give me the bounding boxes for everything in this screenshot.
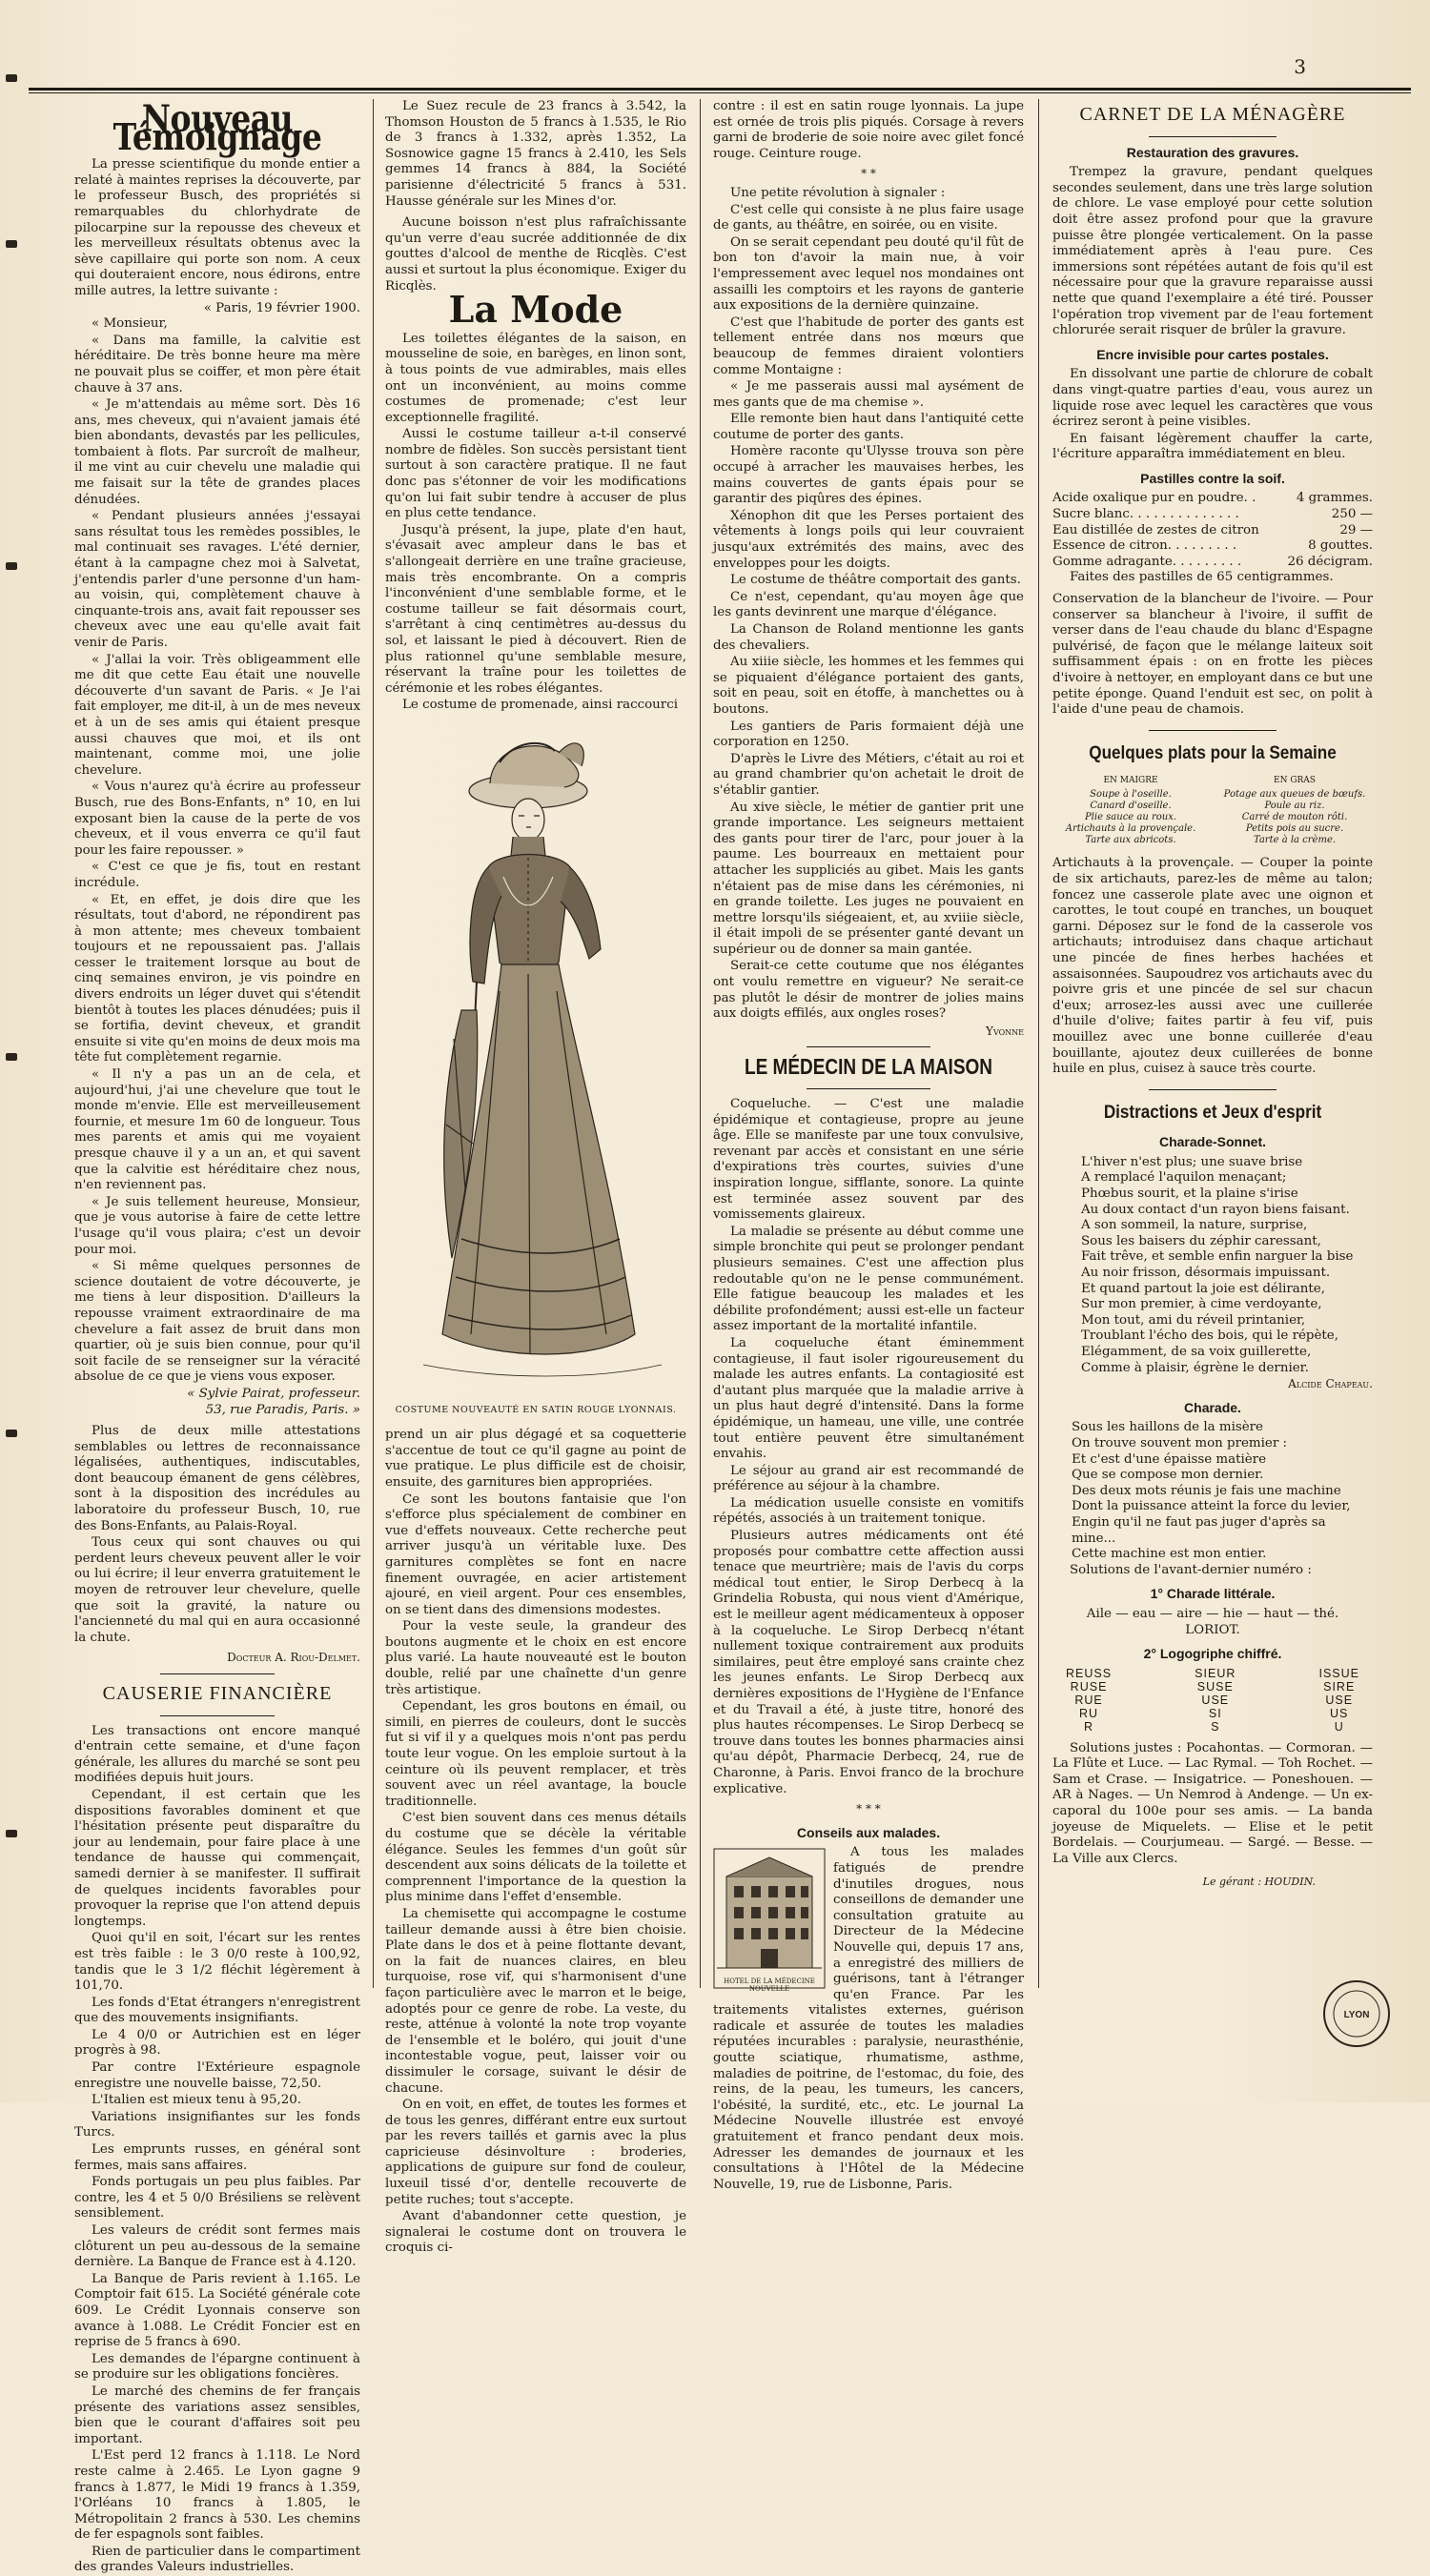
paragraph: Jusqu'à présent, la jupe, plate d'en haut, s'évasait avec ampleur dans le bas et s'allongeait derrière en une traîne gracieuse, mais très encombrante. On a compris l'inconvénient d'une semblable forme, et le costume tailleur se fait désormais court, s'arrêtant à cinq centimètres au-dessus du sol, et laissant le pied à découvert. Rien de plus rationnel qu'une semblable mesure, réservant la traîne pour les toilettes de cérémonie et les robes élégantes. [385,522,686,696]
punch-hole-mark [6,1830,17,1837]
section-subtitle: Pastilles contre la soif. [1140,470,1285,486]
sonnet: L'hiver n'est plus; une suave brise A remplacé l'aquilon menaçant; Phœbus sourit, et la plaine s'irise Au doux contact d'un rayon biens faisant. A son sommeil, la nature, surprise, Sous les baisers du zéphir caressant, Fait trêve, et semble enfin narguer la bise Au noir frisson, désormais impuissant. Et quand partout la joie est délirante, Sur mon premier, à cime verdoyante, Mon tout, ami du réveil printanier, Troublant l'écho des bois, qui le répète, Elégamment, de sa voix guillerette, Comme à plaisir, égrène le dernier. [1081,1154,1354,1375]
paragraph: Les gantiers de Paris formaient déjà une corporation en 1250. [713,719,1024,750]
paragraph: Le costume de promenade, ainsi raccourci [402,698,678,713]
paragraph: Au xiiie siècle, les hommes et les femmes qui se piquaient d'élégance portaient des gants, soit en peau, soit en étoffe, à manchettes ou à boutons. [713,655,1024,717]
figure-caption: COSTUME NOUVEAUTÉ EN SATIN ROUGE LYONNAIS. [395,1404,677,1415]
column-divider [700,99,701,1988]
paragraph: Cependant, les gros boutons en émail, ou simili, en pierres de couleurs, dont le succès fut si vif il y a quelques mois n'ont pas perdu toute leur vogue. On les emploie surtout à la ceinture où ils peuvent remplacer, et très souvent avec un réel avantage, la boucle traditionnelle. [385,1699,686,1809]
author-signature: Yvonne [986,1024,1024,1038]
solution-answer: LORIOT. [1185,1622,1240,1637]
paragraph: A tous les malades fatigués de prendre d'inutiles drogues, nous conseillons de demander une consultation gratuite au Directeur de la Médecine Nouvelle qui, depuis 17 ans, a enregistré des milliers de guérisons, tant à l'étranger qu'en France. Par les traitements vitalistes externes, guérison radicale et assurée de toutes les maladies réputées incurables : paralysie, neurasthénie, goutte sciatique, rhumatisme, asthme, maladies de poitrine, de l'estomac, du foie, des reins, de la peau, les tumeurs, les cancers, l'obésité, la surdité, etc., etc. Le journal La Médecine Nouvelle illustrée est envoyé gratuitement et franco pendant deux mois. Adresser les demandes de journaux et les consultations à l'Hôtel de la Médecine Nouvelle, 19, rue de Lisbonne, Paris. [713,1845,1024,2192]
paragraph: « Dans ma famille, la calvitie est héréditaire. De très bonne heure ma mère ne pouvait plus se coiffer, et mon père était chauve à 37 ans. [74,333,360,396]
menu-table [1052,775,1373,846]
letter-signature: « Sylvie Pairat, professeur. [187,1386,360,1401]
paragraph: Les transactions ont encore manqué d'entrain cette semaine, et d'une façon générale, les allures du marché se sont peu modifiées depuis huit jours. [74,1723,360,1786]
punch-hole-mark [6,1053,17,1061]
paragraph: Elle remonte bien haut dans l'antiquité cette coutume de porter des gants. [713,412,1024,442]
gerant-signature: Le gérant : HOUDIN. [1202,1876,1316,1889]
paragraph: Quoi qu'il en soit, l'écart sur les rentes est très faible : le 3 0/0 reste à 100,92, tandis que le 3 1/2 fléchit légèrement à 101,70. [74,1931,360,1994]
library-stamp [1321,1978,1392,2049]
salutation: « Monsieur, [92,316,168,332]
paragraph: Trempez la gravure, pendant quelques secondes seulement, dans une très large solution de chlore. Le vase employé pour cette solution doit être assez profond pour que la gravure puisse être plongée verticalement. On la passe immédiatement après à l'eau pure. Ces immersions sont répétées autant de fois qu'il est nécessaire pour que la gravure reparaisse aussi nette que quand l'exemplaire a été tiré. Pousser l'opération trop vivement par de l'eau fortement chlorurée serait risquer de brûler la gravure. [1052,165,1373,338]
menu-maigre: EN MAIGRE Soupe à l'oseille. Canard d'oseille. Plie sauce au roux. Artichauts à la provençale. Tarte aux abricots. [1065,776,1196,846]
paragraph: Faites des pastilles de 65 centigrammes. [1070,570,1334,585]
section-rule [160,1715,275,1716]
paragraph: La presse scientifique du monde entier a relaté à maintes reprises la découverte, par le professeur Busch, des propriétés si remarquables du chlorhydrate de pilocarpine sur la repousse des cheveux et les merveilleux résultats obtenus avec la sève capillaire qui porte son nom. A ceux qui douteraient encore, nous édirons, entre mille autres, la lettre suivante : [74,157,360,298]
article-title: Nouveau Témoignage [112,96,322,158]
paragraph: Le costume de théâtre comportait des gants. [730,573,1021,588]
paragraph: « J'allai la voir. Très obligeamment elle me dit que cette Eau était une nouvelle découverte d'un savant de Paris. « Je l'ai fait employer, me dit-il, à un de mes neveux et à un de ses amis qui étaient presque aussi chauves que moi, et ils ont maintenant, comme moi, une jolie chevelure. [74,652,360,778]
paragraph: « Je me passerais aussi mal aysément de mes gants que de ma chemise ». [713,379,1024,410]
author-signature: Docteur A. Riou-Delmet. [227,1651,360,1665]
paragraph: Le séjour au grand air est recommandé de préférence au séjour à la chambre. [713,1463,1024,1494]
paragraph: Fonds portugais un peu plus faibles. Par contre, les 4 et 5 0/0 Brésiliens se relèvent sensiblement. [74,2175,360,2221]
section-rule [1149,1089,1277,1090]
paragraph: « Je suis tellement heureuse, Monsieur, que je vous autorise à faire de cette lettre l'usage qu'il vous plaira; c'est un devoir pour moi. [74,1194,360,1257]
paragraph: Tous ceux qui sont chauves ou qui perdent leurs cheveux peuvent aller le voir ou lui écrire; il leur enverra gratuitement le moyen de retrouver leur chevelure, quelle que soit la gravité, la nature ou l'ancienneté du mal qui en aura occasionné la chute. [74,1535,360,1645]
punch-hole-mark [6,1430,17,1437]
paragraph: prend un air plus dégagé et sa coquetterie s'accentue de tout ce qu'il gagne au point de vue pratique. Le plus difficile est de choisir, ensuite, des garnitures bien appropriées. [385,1428,686,1490]
section-title: Distractions et Jeux d'esprit [1103,1102,1322,1123]
paragraph: La Chanson de Roland mentionne les gants des chevaliers. [713,622,1024,653]
separator-stars: * * * [856,1802,881,1816]
paragraph: Avant d'abandonner cette question, je signalerai le costume dont on trouvera le croquis ci- [385,2209,686,2256]
recipe-line: Acide oxalique pur en poudre. . 4 grammes. [1052,491,1373,506]
paragraph: Par contre l'Extérieure espagnole enregistre une nouvelle baisse, 72,50. [74,2060,360,2091]
recipe-line: Gomme adragante. . . . . . . . . 26 décigram. [1052,554,1373,569]
column-divider [1038,99,1039,1988]
paragraph: Xénophon dit que les Perses portaient des vêtements à longs poils qui leur couvraient jusqu'aux extrémités des mains, avec des enveloppes pour les doigts. [713,508,1024,571]
paragraph: L'Italien est mieux tenu à 95,20. [92,2093,302,2108]
hotel-caption: HOTEL DE LA MÉDECINE NOUVELLE [724,1977,815,1993]
punch-hole-mark [6,562,17,570]
hotel-illustration [713,1848,826,1993]
column-3 [713,99,1024,2192]
paragraph: Solutions justes : Pocahontas. — Cormoran. — La Flûte et Luce. — Lac Rymal. — Toh Rochet. — Sam et Crase. — Insigatrice. — Poneshouen. — AR à Nages. — Un Nemrod à Andenge. — Un ex-caporal du 100e pour ses amis. — La banda joyeuse de Miquelets. — Elise et le petit Bordelais. — Courjumeau. — Sargé. — Besse. — La Ville aux Clercs. [1052,1740,1373,1866]
section-title: CAUSERIE FINANCIÈRE [102,1683,333,1704]
paragraph: On en voit, en effet, de toutes les formes et de tous les genres, différant entre eux surtout par les revers taillés et garnis avec la plus capricieuse désinvolture : broderies, applications de guipure sur fond de couleur, luxeuil tissé d'or, dentelle recouverte de petite ruches; tout s'accepte. [385,2098,686,2207]
dateline: « Paris, 19 février 1900. [203,300,360,315]
paragraph: Artichauts à la provençale. — Couper la pointe de six artichauts, parez-les de même au talon; foncez une casserole plate avec une oignon et carottes, le tout coupé en tranches, un bouquet garni. Déposez sur le fond de la casserole vos artichauts; introduisez dans chaque artichaut une pincée de fines herbes hachées et assaisonnées. Saupoudrez vos artichauts avec du poivre gris et une pincée de sel sur chacun d'eux; arrosez-les aussi avec une cuillerée d'huile d'olive; faites partir à feu vif, puis mouillez avec une bonne cuillerée d'eau bouillante, ajoutez deux cuillerées de bonne huile en plus, cuisez à sauce très courte. [1052,856,1373,1077]
section-subtitle: Charade. [1184,1399,1241,1415]
paragraph: La maladie se présente au début comme une simple bronchite qui peut se prolonger pendant plusieurs semaines. C'est une affection plus redoutable qu'on ne le pense communément. Elle fatigue beaucoup les malades et les débilite profondément; aussi est-elle un facteur assez important de la mortalité infantile. [713,1224,1024,1334]
paragraph: Rien de particulier dans le compartiment des grandes Valeurs industrielles. [74,2544,360,2575]
paragraph: Coqueluche. — C'est une maladie épidémique et contagieuse, propre au jeune âge. Elle se manifeste par une toux convulsive, revenant par accès et consistant en une série d'expirations très courtes, suivies d'une inspiration longue, sifflante, sonore. La quinte est terminée assez souvent par des vomissements glaireux. [713,1097,1024,1223]
paragraph: La Banque de Paris revient à 1.165. Le Comptoir fait 615. La Société générale cote 609. Le Crédit Lyonnais conserve son avance à 1.088. Le Crédit Foncier est en reprise de 5 francs à 690. [74,2271,360,2350]
paragraph: Ce sont les boutons fantaisie que l'on s'efforce plus spécialement de combiner en vue d'effets nouveaux. Cette recherche peut arriver jusqu'à un véritable luxe. Des garnitures complètes se font en nacre finement ouvragée, en acier artistement ajouré, en vieil argent. Pour ces ensembles, on se tient dans des dimensions modestes. [385,1491,686,1617]
paragraph: Variations insignifiantes sur les fonds Turcs. [74,2109,360,2140]
paragraph: D'après le Livre des Métiers, c'était au roi et au grand chambrier qu'on achetait le droit de s'établir gantier. [713,751,1024,798]
solution-line: Aile — eau — aire — hie — haut — thé. [1086,1606,1339,1621]
paragraph: Au xive siècle, le métier de gantier prit une grande importance. Les seigneurs mettaient des gants pour tirer de l'arc, pour jouer à la paume. Les bourreaux en mettaient pour attacher les suppliciés au gibet. Mais les gants n'étaient pas de mise dans les cérémonies, ni en grande toilette. Les juges ne pouvaient en mettre lorsqu'ils siégeaient, et, au xviiie siècle, il était impoli de se présenter ganté devant un supérieur ou de donner sa main gantée. [713,800,1024,957]
paragraph: La chemisette qui accompagne le costume tailleur demande aussi à être bien choisie. Plate dans le dos et à peine flottante devant, on la fait de nuances claires, en bleu turquoise, rose vif, qui s'harmonisent d'une façon particulière avec le marron et le beige, adoptés pour ce genre de robe. La veste, du reste, atténue à volonté la note trop voyante de l'ensemble et le boléro, qui jouit d'une incontestable vogue, peut, laisser voir ou dissimuler le corsage, suivant le désir de chacune. [385,1906,686,2096]
recipe-line: Essence de citron. . . . . . . . . 8 gouttes. [1052,538,1373,554]
section-rule [807,1088,930,1089]
paragraph: C'est bien souvent dans ces menus détails du costume que se décèle la véritable élégance. Seules les femmes d'un goût sûr descendent aux soins délicats de la toilette et comprennent l'importance de la question la plus minime dans l'effet d'ensemble. [385,1811,686,1905]
svg-text:LYON: LYON [1343,2010,1370,2020]
column-divider [373,99,374,1988]
fashion-illustration [385,724,686,1391]
section-rule [807,1046,930,1047]
paragraph: Les emprunts russes, en général sont fermes, mais sans affaires. [74,2142,360,2173]
header-rule [29,88,1411,91]
paragraph: On se serait cependant peu douté qu'il fût de bon ton d'avoir la main nue, à voir l'empressement avec lequel nos mondaines ont assailli les comptoirs et les rayons de ganterie aux expositions de la dernière quinzaine. [713,234,1024,314]
paragraph: Homère raconte qu'Ulysse trouva son père occupé à arracher les mauvaises herbes, les mains couvertes de gants épais pour se garantir des piqûres des épines. [713,444,1024,507]
recipe-line: Sucre blanc. . . . . . . . . . . . . . 250 — [1052,507,1373,522]
paragraph: Le marché des chemins de fer français présente des variations assez sensibles, bien que le courant d'affaires soit peu important. [74,2383,360,2446]
article-title: La Mode [448,288,623,332]
charade: Sous les haillons de la misère On trouve souvent mon premier : Et c'est d'une épaisse matière Que se compose mon dernier. Des deux mots réunis je fais une machine Dont la puissance atteint la force du levier, Engin qu'il ne faut pas juger d'après sa mine... Cette machine est mon entier. [1072,1420,1351,1562]
section-rule [1149,136,1277,137]
paragraph: « Et, en effet, je dois dire que les résultats, tout d'abord, ne répondirent pas à mon attente; mes cheveux tombaient toujours et ne repoussaient pas. J'allais cesser le traitement lorsque au bout de cinq semaines environ, je vis poindre en divers endroits un léger duvet qui s'étendit bientôt à toutes les places dénudées; puis il se fortifia, devint cheveux, et grandit ensuite si vite qu'en moins de deux mois ma tête fut complètement regarnie. [74,892,360,1065]
column-2 [385,99,686,2256]
paragraph: Plus de deux mille attestations semblables ou lettres de reconnaissance légalisées, authentiques, indiscutables, dont beaucoup émanent de gens célèbres, sont à la disposition des incrédules au laboratoire du professeur Busch, 10, rue des Bons-Enfants, au Palais-Royal. [74,1424,360,1533]
paragraph: La coqueluche étant éminemment contagieuse, il faut isoler rigoureusement du malade les autres enfants. La contagiosité est d'autant plus marquée que la maladie arrive à un plus haut degré d'intensité. Dans la forme épidémique, un hameau, une ville, une contrée tout entière peuvent être simultanément envahis. [713,1335,1024,1462]
separator-stars: * * [861,167,876,181]
paragraph: contre : il est en satin rouge lyonnais. La jupe est ornée de trois plis piqués. Corsage à revers garni de broderie de soie noire avec gilet foncé rouge. Ceinture rouge. [713,99,1024,161]
letter-address: 53, rue Paradis, Paris. » [205,1402,360,1417]
section-subtitle: Charade-Sonnet. [1158,1134,1266,1150]
section-title: LE MÉDECIN DE LA MAISON [744,1056,993,1081]
section-rule [1149,730,1277,731]
punch-hole-mark [6,240,17,248]
header-rule [29,92,1411,93]
paragraph: L'Est perd 12 francs à 1.118. Le Nord reste calme à 2.465. Le Lyon gagne 9 francs à 1.877, le Midi 19 francs à 1.359, l'Orléans 10 francs à 1.805, le Métropolitain 2 francs à 530. Les chemins de fer espagnols sont faibles. [74,2448,360,2543]
section-subtitle: Restauration des gravures. [1126,144,1299,160]
paragraph: Solutions de l'avant-dernier numéro : [1070,1562,1312,1577]
paragraph: La médication usuelle consiste en vomitifs répétés, associés à un traitement tonique. [713,1495,1024,1527]
paragraph: Pour la veste seule, la grandeur des boutons augmente et le choix en est encore plus varié. La haute nouveauté est le bouton double, relié par une chaînette d'un genre très artistique. [385,1619,686,1697]
paragraph: Les demandes de l'épargne continuent à se produire sur les obligations foncières. [74,2351,360,2383]
paragraph: Une petite révolution à signaler : [730,185,946,200]
column-4 [1052,99,1373,1988]
paragraph: Les fonds d'Etat étrangers n'enregistrent que des mouvements insignifiants. [74,1995,360,2026]
column-1 [74,96,360,2575]
paragraph: Les valeurs de crédit sont fermes mais clôturent un peu au-dessous de la semaine dernière. La Banque de France est à 4.120. [74,2223,360,2270]
paragraph: Les toilettes élégantes de la saison, en mousseline de soie, en barèges, en linon sont, à tous points de vue admirables, mais elles ont un inconvénient, au moins comme costumes de promenade; c'est leur exceptionnelle fragilité. [385,331,686,425]
paragraph: En faisant légèrement chauffer la carte, l'écriture apparaîtra immédiatement en bleu. [1052,431,1373,462]
paragraph: « Vous n'aurez qu'à écrire au professeur Busch, rue des Bons-Enfants, n° 10, en lui exposant bien la cause de la perte de vos cheveux, et il vous enverra ce qu'il faut pour les faire repousser. » [74,780,360,858]
section-subtitle: Conseils aux malades. [796,1824,941,1840]
section-subtitle: 2° Logogriphe chiffré. [1143,1646,1282,1662]
paragraph: « Je m'attendais au même sort. Dès 16 ans, mes cheveux, qui n'avaient jamais été bien abondants, devastés par les pellicules, tombaient à flots. Par surcroît de malheur, il me vint au cuir chevelu une maladie qui me faisait sur la tête de grandes places dénudées. [74,397,360,507]
paragraph: « Il n'y a pas un an de cela, et aujourd'hui, j'ai une chevelure que tout le monde m'envie. Elle est merveilleusement fournie, et mesure 1m 60 de longueur. Tous mes parents et amis qui me voyaient presque chauve il y a un an, et qui savent que la calvitie est héréditaire chez nous, n'en reviennent pas. [74,1067,360,1193]
author-signature: Alcide Chapeau. [1288,1377,1373,1391]
paragraph: « Si même quelques personnes de science doutaient de votre découverte, je me tiens à leur disposition. D'ailleurs la repousse vraiment extraordinaire de ma chevelure a fait assez de bruit dans mon quartier, où je suis bien connue, pour qu'il soit facile de se renseigner sur la véracité absolue de ce que je viens vous exposer. [74,1259,360,1385]
paragraph: Le 4 0/0 or Autrichien est en léger progrès à 98. [74,2027,360,2059]
paragraph: Conservation de la blancheur de l'ivoire. — Pour conserver sa blancheur à l'ivoire, il suffit de verser dans de l'eau chaude du blanc d'Espagne pulvérisé, de façon que le mélange laiteux soit suffisamment épais : on en frotte les pièces d'ivoire à nettoyer, en employant dans ce but une petite éponge. Quand l'enduit est sec, on polit à l'aide d'une peau de chamois. [1052,592,1373,718]
page-number: 3 [1294,55,1306,78]
punch-hole-mark [6,74,17,82]
paragraph: Cependant, il est certain que les dispositions favorables dominent et que l'hésitation présente peut disparaître du jour au lendemain, pour faire place à une tendance de hausse qui commençait, samedi dernier à se manifester. Il suffirait de quelques incidents favorables pour provoquer la reprise que l'on attend depuis longtemps. [74,1787,360,1929]
paragraph: Plusieurs autres médicaments ont été proposés pour combattre cette affection aussi tenace que meurtrière; mais de l'avis du corps médical tout entier, le Sirop Derbecq à la Grindelia Robusta, qui nous vient d'Amérique, est le meilleur agent médicamenteux à opposer à la coqueluche. Le Sirop Derbecq n'étant nullement toxique contrairement aux produits similaires, peut être employé sans crainte chez les jeunes enfants. Le Sirop Derbecq aux dernières expositions de l'Hygiène de l'Enfance et du Travail a été, à juste titre, honoré des plus hautes récompenses. Le Sirop Derbecq se trouve dans toutes les bonnes pharmacies ainsi qu'au dépôt, Pharmacie Derbecq, 24, rue de Charonne, à Paris. Envoi franco de la brochure explicative. [713,1529,1024,1796]
recipe-line: Eau distillée de zestes de citron 29 — [1052,522,1373,538]
paragraph: C'est que l'habitude de porter des gants est tellement entrée dans nos mœurs que beaucoup de femmes diraient volontiers comme Montaigne : [713,314,1024,377]
section-subtitle: Encre invisible pour cartes postales. [1096,346,1329,362]
paragraph: Aussi le costume tailleur a-t-il conservé nombre de fidèles. Son succès persistant tient surtout à son caractère pratique. Il ne faut donc pas s'étonner de voir les modifications qu'on lui fait subir tendre à accuser de plus en plus cette tendance. [385,427,686,521]
section-rule [160,1673,275,1674]
menu-gras: EN GRAS Potage aux queues de bœufs. Poule au riz. Carré de mouton rôti. Petits pois au sucre. Tarte à la crème. [1223,776,1366,846]
section-title: CARNET DE LA MÉNAGÈRE [1079,104,1346,125]
paragraph: En dissolvant une partie de chlorure de cobalt dans vingt-quatre parties d'eau, vous aurez un liquide rose avec lequel les caractères que vous écrirez seront à peine visibles. [1052,367,1373,430]
paragraph: « Pendant plusieurs années j'essayai sans résultat tous les remèdes possibles, le mal continuait ses ravages. L'été dernier, étant à la campagne chez moi à Salvetat, j'entendis parler d'une personne d'un ham-au voisin, qui, complètement chauve à cinquante-trois ans, avait fait repousser ses cheveux avec une eau qu'elle avait fait venir de Paris. [74,509,360,650]
logogriphe-grid: REUSS RUSE RUE RU R SIEUR SUSE USE SI S ISSUE SIRE USE US U [1066,1666,1359,1734]
paragraph: Ce n'est, cependant, qu'au moyen âge que les gants devinrent une marque d'élégance. [713,589,1024,620]
section-subtitle: 1° Charade littérale. [1150,1586,1276,1602]
paragraph: Serait-ce cette coutume que nos élégantes ont voulu remettre en vigueur? Ne serait-ce pas plutôt le désir de montrer de jolies mains aux doigts effilés, aux ongles roses? [713,959,1024,1022]
advertisement: Aucune boisson n'est plus rafraîchissante qu'un verre d'eau sucrée additionnée de dix gouttes d'alcool de menthe de Ricqlès. C'est aussi et surtout la plus économique. Exiger du Ricqlès. [385,215,686,294]
paragraph: Le Suez recule de 23 francs à 3.542, la Thomson Houston de 5 francs à 1.535, le Rio de 3 francs à 1.332, après 1.352, La Sosnowice gagne 15 francs à 2.410, les Sels gemmes 14 francs à 884, la Société parisienne d'électricité 5 francs à 531. Hausse générale sur les Mines d'or. [385,99,686,209]
section-title: Quelques plats pour la Semaine [1089,742,1337,763]
paragraph: « C'est ce que je fis, tout en restant incrédule. [74,860,360,890]
paragraph: C'est celle qui consiste à ne plus faire usage de gants, au théâtre, en soirée, ou en visite. [713,202,1024,233]
